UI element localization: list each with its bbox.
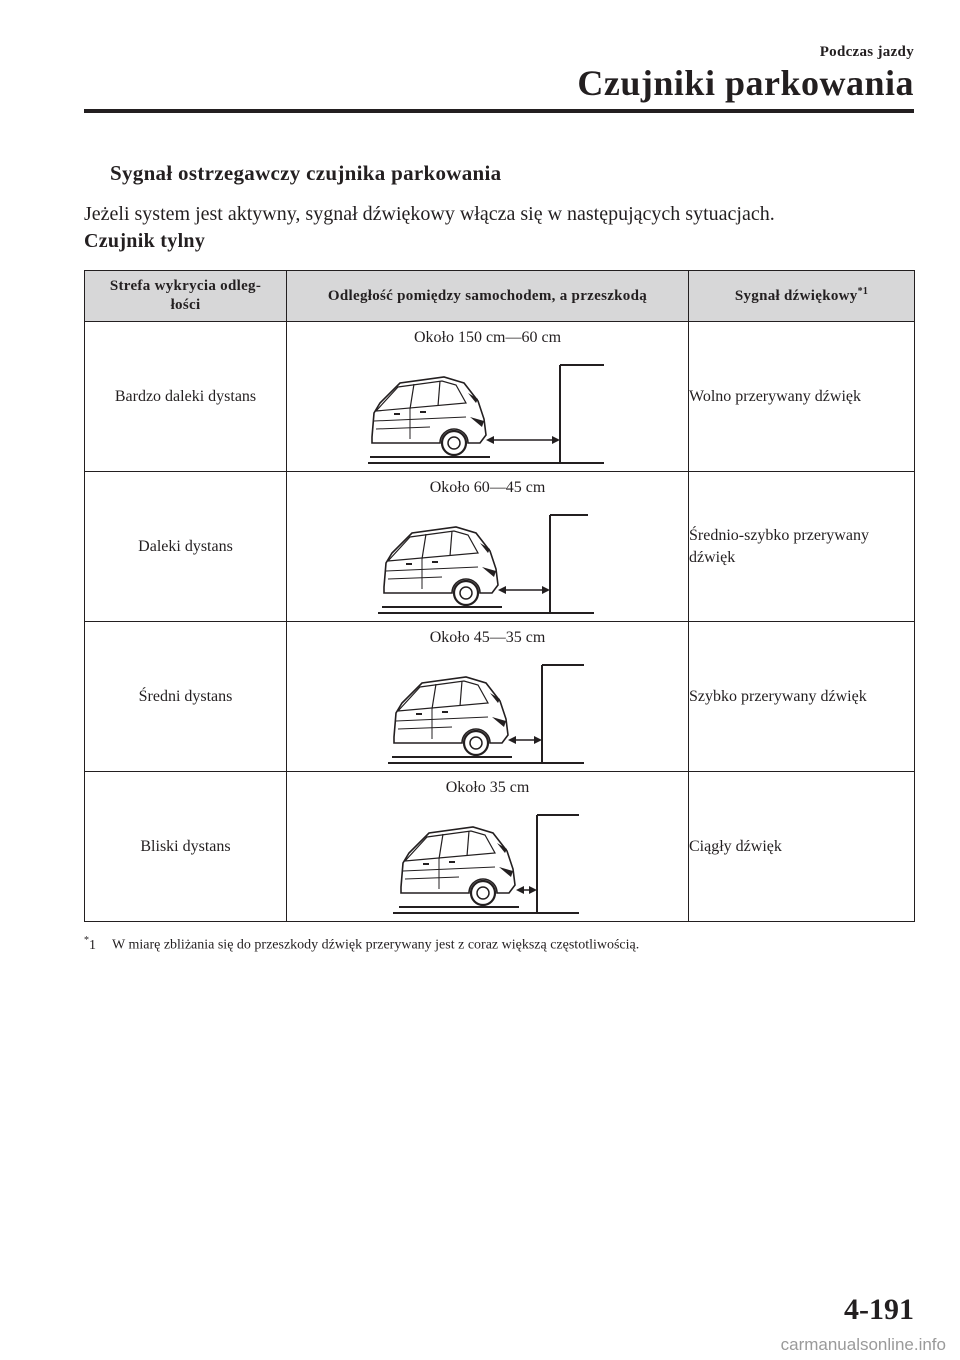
zone-cell: Bliski dystans [85,772,287,922]
distance-label: Około 60―45 cm [429,478,546,496]
watermark: carmanualsonline.info [780,1335,946,1354]
zone-cell: Bardzo daleki dystans [85,322,287,472]
table-row [85,772,915,922]
footnote-marker: *1 [857,285,869,297]
car-distance-illustration [393,799,583,919]
footnote-number: 1 [89,937,96,953]
footnote-text: W miarę zbliżania się do przeszkody dźwięk przerywany jest z coraz większą częstotliwością. [112,937,640,953]
footnote-asterisk: * [84,935,89,946]
distance-cell [287,472,689,622]
footnote [84,935,639,954]
car-distance-illustration [378,499,598,619]
section-heading: Sygnał ostrzegawczy czujnika parkowania [110,161,502,185]
header-divider [84,109,914,113]
zone-cell: Średni dystans [85,622,287,772]
column-header-signal [689,271,915,322]
column-header-signal-text: Sygnał dźwiękowy [734,287,858,304]
signal-cell: Wolno przerywany dźwięk [689,322,915,472]
table-row [85,622,915,772]
zone-cell: Daleki dystans [85,472,287,622]
distance-cell [287,772,689,922]
distance-cell [287,622,689,772]
table-row [85,472,915,622]
distance-label: Około 45―35 cm [429,628,546,646]
car-distance-illustration [388,649,588,769]
column-header-zone-line1: Strefa wykrycia odleg- [109,278,262,294]
column-header-zone-line2: łości [170,297,201,313]
warning-signal-table [84,270,915,922]
page-number: 4-191 [844,1293,914,1326]
sub-heading: Czujnik tylny [84,230,206,252]
page-title: Czujniki parkowania [577,63,914,103]
column-header-zone [85,271,287,322]
table-row [85,322,915,472]
signal-cell: Ciągły dźwięk [689,772,915,922]
distance-label: Około 35 cm [445,778,530,796]
signal-cell: Średnio-szybko przerywany dźwięk [689,472,915,622]
distance-label: Około 150 cm―60 cm [413,328,562,346]
column-header-distance: Odległość pomiędzy samochodem, a przeszkodą [287,271,689,322]
header-section-label: Podczas jazdy [819,44,914,60]
intro-paragraph: Jeżeli system jest aktywny, sygnał dźwiękowy włącza się w następujących sytuacjach. [84,203,775,225]
car-distance-illustration [368,349,608,469]
signal-cell: Szybko przerywany dźwięk [689,622,915,772]
table-header-row [85,271,915,322]
distance-cell [287,322,689,472]
